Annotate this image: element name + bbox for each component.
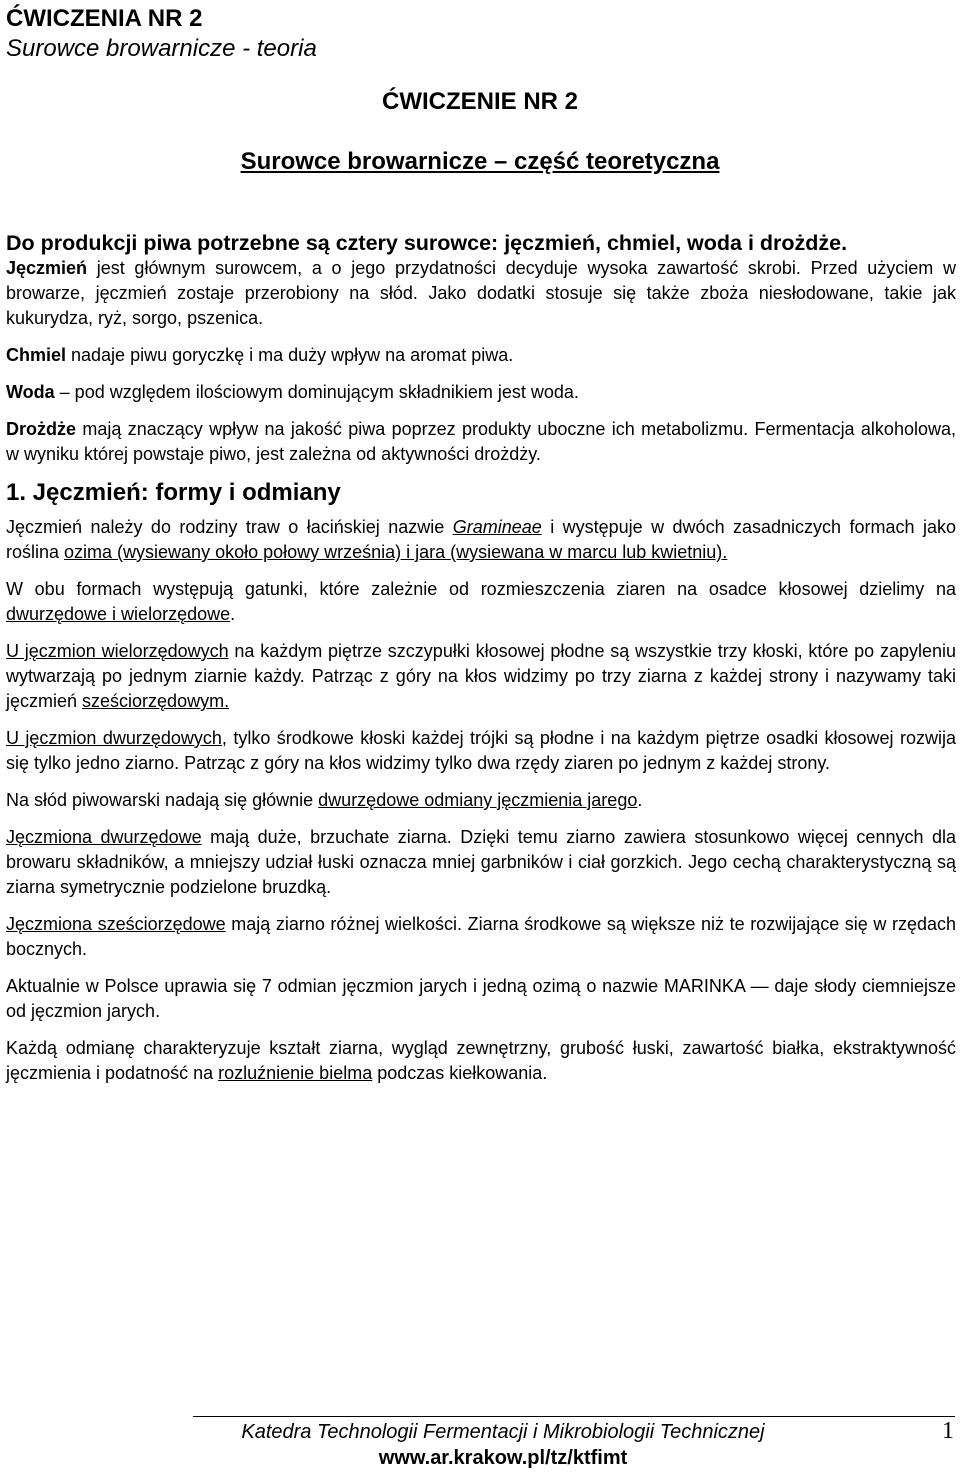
s1p2-text-b: . [230,604,236,624]
section-1-paragraph-1 [6,515,956,565]
term-hops: Chmiel [6,345,67,365]
endosperm-term: rozluźnienie bielma [218,1063,373,1083]
document-heading: ĆWICZENIE NR 2 [381,88,578,115]
hops-text: nadaje piwu goryczkę i ma duży wpływ na aromat piwa. [66,345,514,365]
section-1-paragraph-3 [6,639,956,714]
malting-varieties: dwurzędowe odmiany jęczmienia jarego [318,790,638,810]
six-row-term: sześciorzędowym. [82,691,230,711]
section-1-paragraph-4 [6,726,956,776]
s1p5-text-a: Na słód piwowarski nadają się głównie [6,790,319,810]
water-paragraph [6,380,956,405]
s1p9-text-a: Każdą odmianę charakteryzuje kształt ziarna, wygląd zewnętrzny, grubość łuski, zawartość białka, ekstraktywność jęczmienia i podatność na [6,1038,956,1083]
footer-department: Katedra Technologii Fermentacji i Mikrobiologii Technicznej [241,1421,765,1443]
section-1-paragraph-7 [6,912,956,962]
header-title: ĆWICZENIA NR 2 [6,5,203,32]
intro-paragraph: Do produkcji piwa potrzebne są cztery surowce: jęczmień, chmiel, woda i drożdże. [6,231,848,255]
section-1-paragraph-5 [6,788,956,813]
section-1-paragraph-6 [6,825,956,900]
barley-paragraph [6,256,956,331]
multi-row-term: U jęczmion wielorzędowych [6,641,229,661]
s1p1-text-b: i występuje w dwóch zasadniczych formach jako roślina [6,517,956,562]
barley-text-2: Jako dodatki stosuje się także zboża niesłodowane, takie jak kukurydza, ryż, sorgo, pszenica. [6,283,956,328]
document-body [6,230,956,1098]
s1p1-text-a: Jęczmień należy do rodziny traw o łacińskiej nazwie [6,517,453,537]
two-row-barley-term: Jęczmiona dwurzędowe [6,827,202,847]
yeast-text: mają znaczący wpływ na jakość piwa poprzez produkty uboczne ich metabolizmu. Fermentacja alkoholowa, w wyniku której powstaje piwo, jest zależna od aktywności drożdży. [6,419,956,464]
yeast-paragraph [6,417,956,467]
section-1-paragraph-9 [6,1036,956,1086]
barley-text-1: jest głównym surowcem, a o jego przydatności decyduje wysoka zawartość skrobi. Przed użyciem w browarze, jęczmień zostaje przerobiony na słód. [6,258,956,303]
section-1-paragraph-2 [6,577,956,627]
s1p7-text: mają ziarno różnej wielkości. Ziarna środkowe są większe niż te rozwijające się w rzędach bocznych. [6,914,956,959]
page-number: 1 [942,1418,954,1444]
footer-url[interactable]: www.ar.krakow.pl/tz/ktfimt [378,1447,628,1469]
term-water: Woda [6,382,55,402]
latin-name: Gramineae [452,517,542,537]
term-barley: Jęczmień [6,258,88,278]
s1p5-text-b: . [637,790,643,810]
section-1-paragraph-8: Aktualnie w Polsce uprawia się 7 odmian jęczmion jarych i jedną ozimą o nazwie MARINKA — daje słody ciemniejsze od jęczmion jarych. [6,976,956,1021]
water-text: – pod względem ilościowym dominującym składnikiem jest woda. [54,382,579,402]
row-types: dwurzędowe i wielorzędowe [6,604,231,624]
footer-divider [193,1416,955,1417]
header-subtitle: Surowce browarnicze - teoria [6,35,317,62]
s1p4-text: , tylko środkowe kłoski każdej trójki są płodne i na każdym piętrze osadki kłosowej rozwija się tylko jedno ziarno. Patrząc z góry na kłos widzimy tylko dwa rzędy ziaren po jednym z każdej strony. [6,728,956,773]
hops-paragraph [6,343,956,368]
s1p9-text-b: podczas kiełkowania. [372,1063,548,1083]
six-row-barley-term: Jęczmiona sześciorzędowe [6,914,226,934]
two-row-term: U jęczmion dwurzędowych [6,728,222,748]
term-yeast: Drożdże [6,419,77,439]
running-header [6,4,317,64]
s1p3-text: na każdym piętrze szczypułki kłosowej płodne są wszystkie trzy kłoski, które po zapyleniu wytwarzają po jednym ziarnie każdy. Patrząc z góry na kłos widzimy po trzy ziarna z każdej strony i nazywamy taki jęczmień [6,641,956,711]
s1p2-text-a: W obu formach występują gatunki, które zależnie od rozmieszczenia ziaren na osadce kłosowej dzielimy na [6,579,956,599]
section-1-title: 1. Jęczmień: formy i odmiany [6,479,341,506]
document-subheading: Surowce browarnicze – część teoretyczna [240,148,720,175]
barley-forms: ozima (wysiewany około połowy września) i jara (wysiewana w marcu lub kwietniu). [64,542,728,562]
s1p6-text: mają duże, brzuchate ziarna. Dzięki temu ziarno zawiera stosunkowo więcej cennych dla browaru składników, a mniejszy udział łuski oznacza mniej garbników i ciał gorzkich. Jego cechą charakterystyczną są ziarna symetrycznie podzielone bruzdką. [6,827,956,897]
